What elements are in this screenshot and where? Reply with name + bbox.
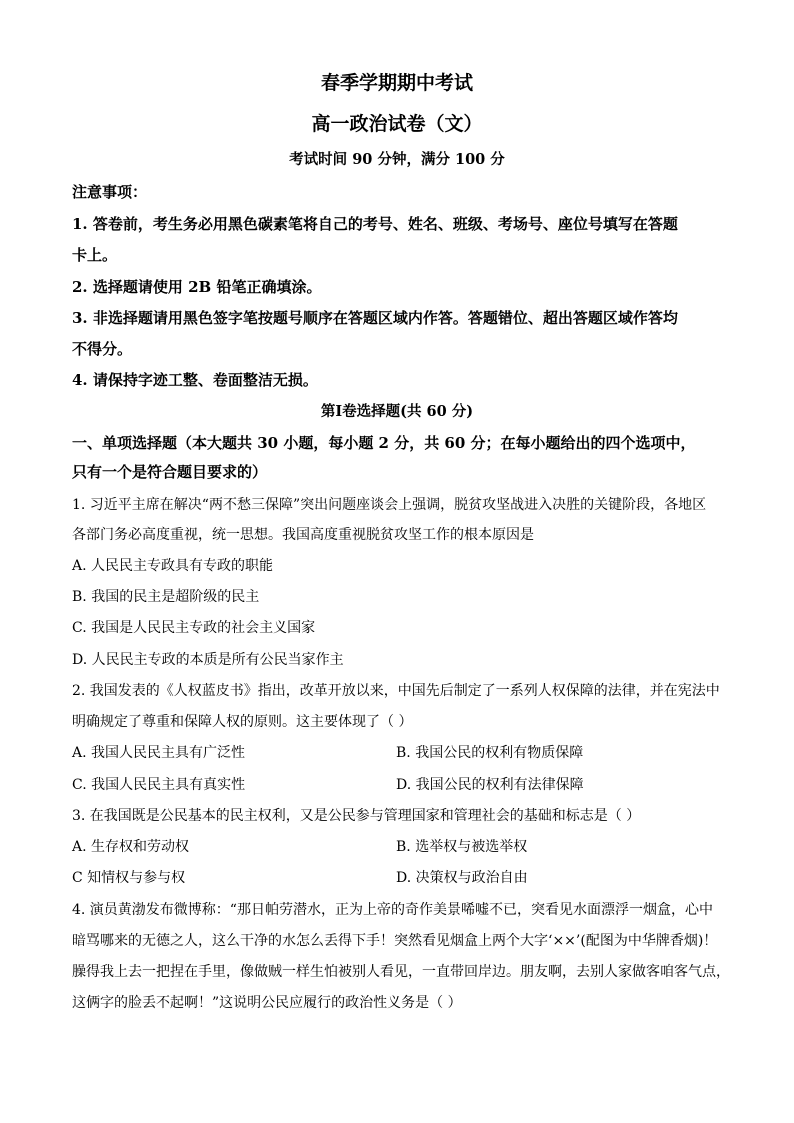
question-2-text: 2. 我国发表的《人权蓝皮书》指出，改革开放以来，中国先后制定了一系列人权保障的法律，并在宪法中 bbox=[72, 683, 720, 699]
option-d: D. 决策权与政治自由 bbox=[396, 870, 528, 886]
question-3-text: 3. 在我国既是公民基本的民主权利，又是公民参与管理国家和管理社会的基础和标志是（ ） bbox=[72, 808, 641, 824]
exam-info: 考试时间 90 分钟，满分 100 分 bbox=[289, 151, 505, 168]
option-row bbox=[72, 868, 722, 888]
option-d: D. 我国公民的权利有法律保障 bbox=[396, 777, 584, 793]
notice-item: 2. 选择题请使用 2B 铅笔正确填涂。 bbox=[72, 278, 322, 296]
option-b: B. 我国的民主是超阶级的民主 bbox=[72, 589, 260, 605]
notice-item: 1. 答卷前，考生务必用黑色碳素笔将自己的考号、姓名、班级、考场号、座位号填写在答题 bbox=[72, 215, 678, 233]
page-subtitle: 高一政治试卷（文） bbox=[311, 113, 483, 135]
option-row bbox=[72, 743, 722, 763]
option-b: B. 选举权与被选举权 bbox=[396, 839, 528, 855]
question-4-text: 4. 演员黄渤发布微博称：“那日帕劳潜水，正为上帝的奇作美景唏嘘不已，突看见水面漂浮一烟盒，心中 bbox=[72, 902, 713, 918]
part-instruction: 只有一个是符合题目要求的） bbox=[72, 463, 268, 481]
notice-item: 3. 非选择题请用黑色签字笔按题号顺序在答题区域内作答。答题错位、超出答题区域作答均 bbox=[72, 309, 678, 327]
notice-item: 4. 请保持字迹工整、卷面整洁无损。 bbox=[72, 371, 318, 389]
notice-item: 卡上。 bbox=[72, 246, 118, 264]
option-a: A. 生存权和劳动权 bbox=[72, 839, 190, 855]
option-c: C 知情权与参与权 bbox=[72, 870, 186, 886]
option-row bbox=[72, 837, 722, 857]
option-d: D. 人民民主专政的本质是所有公民当家作主 bbox=[72, 652, 344, 668]
question-1-text: 各部门务必高度重视，统一思想。我国高度重视脱贫攻坚工作的根本原因是 bbox=[72, 527, 534, 543]
question-2-text: 明确规定了尊重和保障人权的原则。这主要体现了（ ） bbox=[72, 714, 413, 730]
option-row bbox=[72, 775, 722, 795]
question-4-text: 暗骂哪来的无德之人，这么干净的水怎么丢得下手！突然看见烟盒上两个大字‘××’(配图为中华牌香烟)！ bbox=[72, 933, 718, 949]
option-a: A. 我国人民民主具有广泛性 bbox=[72, 745, 246, 761]
question-1-text: 1. 习近平主席在解决“两不愁三保障”突出问题座谈会上强调，脱贫攻坚战进入决胜的关键阶段，各地区 bbox=[72, 497, 707, 513]
option-c: C. 我国是人民民主专政的社会主义国家 bbox=[72, 620, 316, 636]
option-a: A. 人民民主专政具有专政的职能 bbox=[72, 558, 274, 574]
option-b: B. 我国公民的权利有物质保障 bbox=[396, 745, 584, 761]
notice-item: 不得分。 bbox=[72, 340, 133, 358]
page-title: 春季学期期中考试 bbox=[320, 72, 473, 94]
question-4-text: 这俩字的脸丢不起啊！”这说明公民应履行的政治性义务是（ ） bbox=[72, 995, 462, 1011]
question-4-text: 臊得我上去一把捏在手里，像做贼一样生怕被别人看见，一直带回岸边。朋友啊，去别人家做客咱客气点， bbox=[72, 964, 730, 980]
part-instruction: 一、单项选择题（本大题共 30 小题，每小题 2 分，共 60 分；在每小题给出的四个选项中， bbox=[72, 434, 696, 452]
option-c: C. 我国人民民主具有真实性 bbox=[72, 777, 246, 793]
notice-heading: 注意事项： bbox=[72, 183, 148, 201]
section-title: 第Ⅰ卷选择题(共 60 分) bbox=[320, 403, 474, 420]
